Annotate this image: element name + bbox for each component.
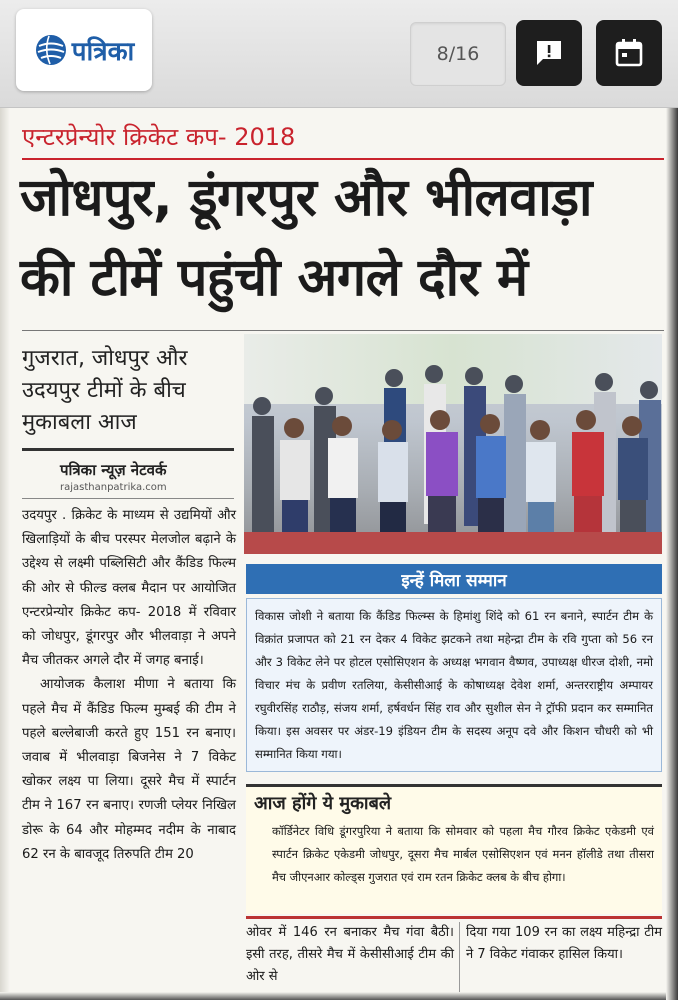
page-bottom-shadow bbox=[0, 992, 678, 1000]
article-kicker: एन्टरप्रेन्योर क्रिकेट कप- 2018 bbox=[22, 123, 296, 151]
kicker-rule bbox=[22, 158, 664, 160]
team-photo-people bbox=[244, 334, 662, 554]
body-paragraph-2: आयोजक कैलाश मीणा ने बताया कि पहले मैच में कैंडिड फिल्म मुम्बई की टीम ने पहले बल्लेबाजी करते हुए 151 रन बनाए। जवाब में भीलवाड़ा बिजनेस ने 7 विकेट खोकर लक्ष्य पा लिया। दूसरे मैच में स्पार्टन टीम ने 167 रन बनाए। रणजी प्लेयर निखिल डोरू के 64 और मोहम्मद नदीम के नाबाद 62 रन के बावजूद तिरुपति टीम 20 bbox=[22, 677, 236, 862]
photo-floor bbox=[244, 532, 662, 554]
subhead-line-3: मुकाबला आज bbox=[22, 410, 137, 435]
patrika-logo[interactable] bbox=[16, 9, 152, 91]
calendar-icon bbox=[614, 38, 644, 68]
logo-text: पत्रिका bbox=[71, 37, 135, 67]
matches-rule bbox=[246, 916, 662, 919]
subhead-line-2: उदयपुर टीमों के बीच bbox=[22, 378, 186, 403]
byline-url: rajasthanpatrika.com bbox=[60, 482, 167, 493]
byline: पत्रिका न्यूज़ नेटवर्क bbox=[60, 461, 167, 479]
headline-line-2: की टीमें पहुंची अगले दौर में bbox=[20, 248, 528, 308]
feedback-icon bbox=[534, 38, 564, 68]
page-fold-shadow bbox=[0, 108, 10, 1000]
matches-box-title: आज होंगे ये मुकाबले bbox=[246, 784, 662, 818]
subhead-line-1: गुजरात, जोधपुर और bbox=[22, 346, 188, 371]
matches-box-text: कॉर्डिनेटर विधि डूंगरपुरिया ने बताया कि सोमवार को पहला मैच गौरव क्रिकेट एकेडमी एवं स्पार्टन क्रिकेट एकेडमी जोधपुर, दूसरा मैच मार्बल एसोसिएशन एवं मनन हॉलीडे तथा तीसरा मैच जीएनआर कोल्ड्स गुजरात एवं राम रतन क्रिकेट क्लब के बीच होगा। bbox=[246, 818, 662, 914]
subhead-rule bbox=[22, 448, 234, 451]
team-photo bbox=[244, 334, 662, 554]
headline-rule bbox=[22, 330, 664, 331]
epaper-page[interactable] bbox=[0, 108, 678, 1000]
page-counter[interactable]: 8/16 bbox=[410, 22, 506, 86]
calendar-button[interactable] bbox=[596, 20, 662, 86]
continued-column-1: ओवर में 146 रन बनाकर मैच गंवा बैठी। इसी तरह, तीसरे मैच में केसीसीआई टीम की ओर से bbox=[246, 925, 454, 984]
body-paragraph-1: उदयपुर . क्रिकेट के माध्यम से उद्यमियों और खिलाड़ियों के बीच परस्पर मेलजोल बढ़ाने के उद्देश्य से लक्ष्मी पब्लिसिटी और कैंडिड फिल्म की ओर से फील्ड क्लब मैदान पर आयोजित एन्टरप्रेन्योर क्रिकेट कप- 2018 में रविवार को जोधपुर, डूंगरपुर और भीलवाड़ा ने अपने मैच जीतकर अगले दौर में जगह बनाई। bbox=[22, 508, 236, 669]
column-divider bbox=[459, 922, 460, 992]
headline-line-1: जोधपुर, डूंगरपुर और भीलवाड़ा bbox=[20, 168, 592, 228]
feedback-button[interactable] bbox=[516, 20, 582, 86]
page-right-edge bbox=[666, 108, 678, 1000]
honour-box-text: विकास जोशी ने बताया कि कैंडिड फिल्म्स के हिमांशु शिंदे को 61 रन बनाने, स्पार्टन टीम के विक्रांत प्रजापत को 21 रन देकर 4 विकेट झटकने तथा महेन्द्रा टीम के रवि गुप्ता को 56 रन और 3 विकेट लेने पर होटल एसोसिएशन के अध्यक्ष भगवान वैष्णव, उपाध्यक्ष धीरज दोशी, नमो विचार मंच के प्रवीण रतलिया, केसीसीआई के कोषाध्यक्ष देवेश शर्मा, अन्तरराष्ट्रीय अम्पायर रघुवीरसिंह राठौड़, संजय शर्मा, हर्षवर्धन सिंह राव और सुशील सेन ने ट्रॉफी प्रदान कर सम्मानित किया। इस अवसर पर अंडर-19 इंडियन टीम के सदस्य अनूप दवे और किशन चौधरी को भी सम्मानित किया गया। bbox=[246, 598, 662, 772]
app-header bbox=[0, 0, 678, 108]
globe-icon bbox=[34, 33, 68, 67]
byline-rule bbox=[22, 498, 234, 499]
continued-column-2: दिया गया 109 रन का लक्ष्य महिन्द्रा टीम ने 7 विकेट गंवाकर हासिल किया। bbox=[466, 925, 662, 962]
article-body bbox=[22, 504, 236, 867]
honour-box-title: इन्हें मिला सम्मान bbox=[246, 564, 662, 594]
